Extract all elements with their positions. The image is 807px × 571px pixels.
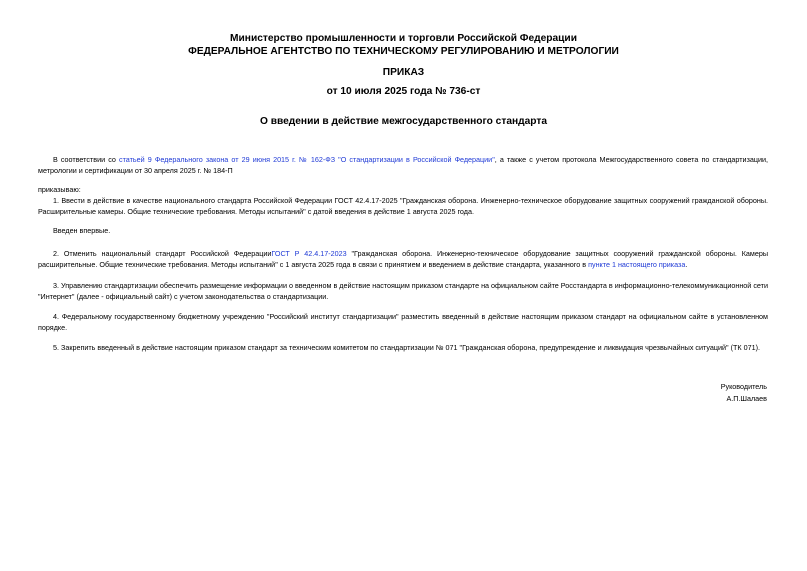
preamble: [38, 155, 768, 176]
ministry-name: Министерство промышленности и торговли Российской Федерации: [230, 33, 577, 44]
preamble-text-after: , а также с учетом протокола Межгосударственного совета по стандартизации, метрологии и сертификации от 30 апреля 2025 г. № 184-П: [38, 155, 769, 175]
item-2-text-after: .: [685, 259, 688, 269]
document-type: ПРИКАЗ: [382, 67, 425, 78]
item-2-text-mid: "Гражданская оборона. Инженерно-техническое оборудование защитных сооружений гражданской обороны. Камеры расширительные. Общие технические требования. Методы испытаний" с 1 августа 2025 года в связи с принятием и введением в действие стандарта, указанного в: [38, 249, 768, 269]
item-2-text-before: 2. Отменить национальный стандарт Российской Федерации: [53, 249, 272, 258]
federal-law-link[interactable]: статьей 9 Федерального закона от 29 июня 2015 г. № 162-ФЗ "О стандартизации в Российской Федерации": [119, 155, 495, 164]
item-1-note: Введен впервые.: [53, 226, 111, 235]
signature-position: Руководитель: [720, 382, 767, 391]
item-1-reference-link[interactable]: пункте 1 настоящего приказа: [588, 259, 686, 269]
gost-r-link[interactable]: ГОСТ Р 42.4.17-2023: [271, 249, 347, 258]
item-3: 3. Управлению стандартизации обеспечить размещение информации о введенном в действие настоящим приказом стандарте на официальном сайте Росстандарта в информационно-телекоммуникационной сети "Интернет" (далее - официальный сайт) с учетом законодательства о стандартизации.: [38, 281, 768, 301]
document-date-number: от 10 июля 2025 года № 736-ст: [326, 86, 481, 97]
signature-name: А.П.Шалаев: [726, 394, 767, 403]
agency-name: ФЕДЕРАЛЬНОЕ АГЕНТСТВО ПО ТЕХНИЧЕСКОМУ РЕГУЛИРОВАНИЮ И МЕТРОЛОГИИ: [188, 46, 619, 57]
item-2: [38, 249, 768, 270]
item-1: 1. Ввести в действие в качестве национального стандарта Российской Федерации ГОСТ 42.4.17-2025 "Гражданская оборона. Инженерно-техническое оборудование защитных сооружений гражданской обороны. Расширительные камеры. Общие технические требования. Методы испытаний" с датой введения в действие 1 августа 2025 года.: [38, 196, 768, 216]
document-title: О введении в действие межгосударственного стандарта: [259, 116, 548, 127]
order-word: приказываю:: [38, 185, 81, 194]
item-5: 5. Закрепить введенный в действие настоящим приказом стандарт за техническим комитетом по стандартизации № 071 "Гражданская оборона, предупреждение и ликвидация чрезвычайных ситуаций" (ТК 071).: [53, 343, 760, 352]
preamble-text-before: В соответствии со: [53, 155, 119, 164]
item-4: 4. Федеральному государственному бюджетному учреждению "Российский институт стандартизации" разместить введенный в действие настоящим приказом стандарт на официальном сайте в установленном порядке.: [38, 312, 768, 332]
